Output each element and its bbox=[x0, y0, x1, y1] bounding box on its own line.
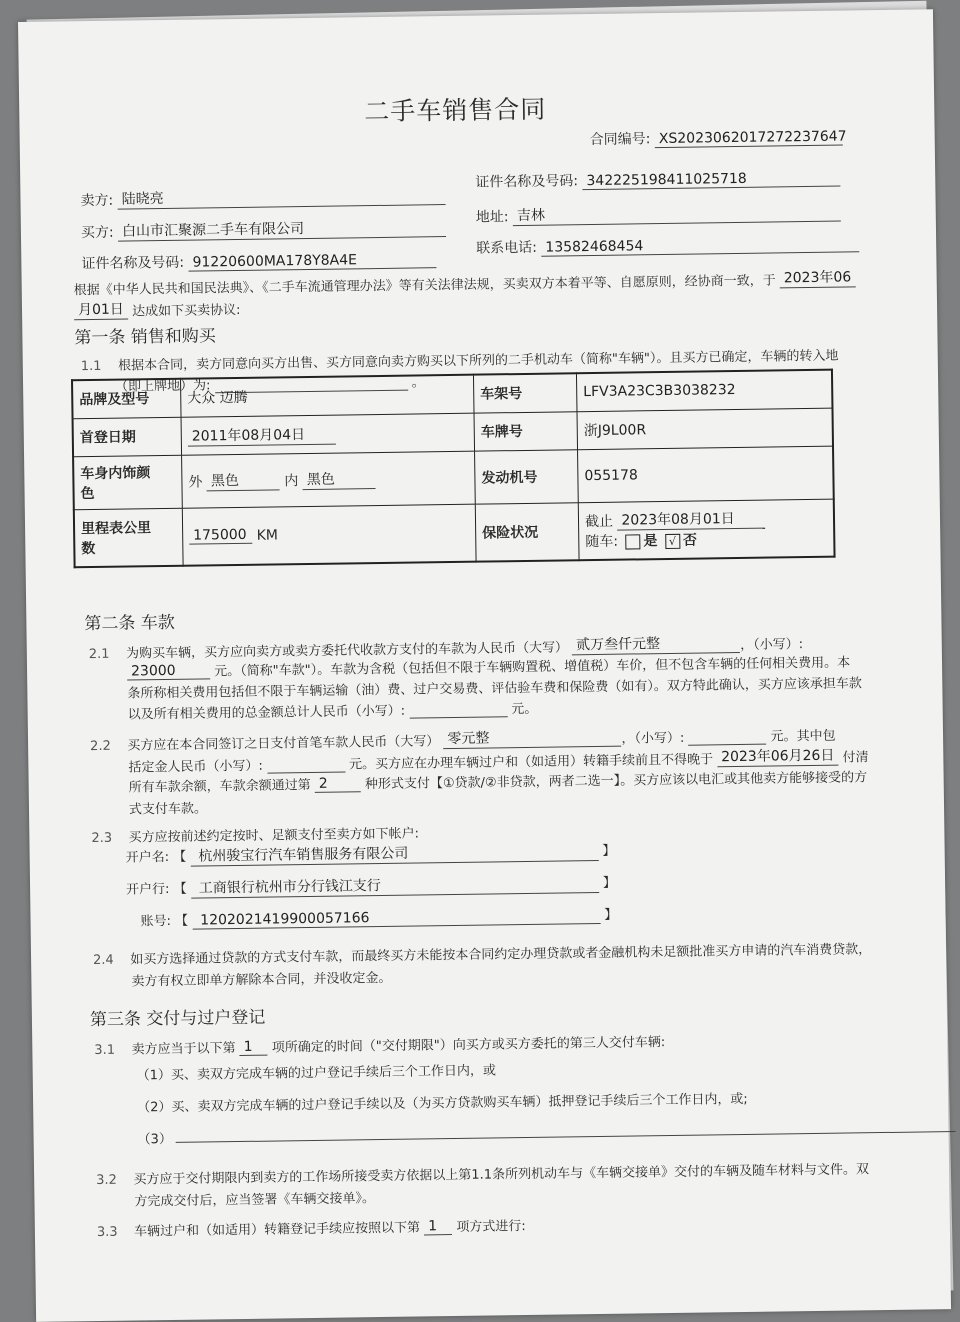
registration-value: 2011年08月04日 bbox=[188, 423, 336, 446]
seller-id-row: 证件名称及号码: 342225198411025718 bbox=[475, 167, 840, 192]
account-name: 杭州骏宝行汽车销售服务有限公司 bbox=[190, 840, 598, 867]
clause-2-1: 2.1 为购买车辆，买方应向卖方或卖方委托代收款方支付的车款为人民币（大写） 贰万叁仟元整 ，（小写）: bbox=[89, 631, 803, 662]
mileage-value: 175000 KM bbox=[182, 504, 476, 566]
brand-label: 品牌及型号 bbox=[72, 379, 181, 419]
clause-2-2-line-4: 式支付车款。 bbox=[128, 801, 208, 818]
seller-row: 卖方: 陆晓亮 bbox=[80, 184, 445, 210]
price-amount: 23000 bbox=[127, 662, 210, 680]
bank-name: 工商银行杭州市分行钱江支行 bbox=[191, 872, 599, 899]
plate-value: 浙J9L00R bbox=[577, 408, 833, 450]
vin-value: LFV3A23C3B3038232 bbox=[576, 370, 832, 412]
buyer-phone: 13582468454 bbox=[541, 235, 859, 256]
insurance-value: 截止 2023年08月01日 随车: 是 √ 否 bbox=[578, 499, 834, 561]
buyer-address: 吉林 bbox=[513, 201, 841, 227]
contract-page bbox=[18, 9, 951, 1322]
first-payment-field bbox=[688, 728, 766, 746]
clause-2-1-line-4: 以及所有相关费用的总金额总计人民币（小写）: 元。 bbox=[127, 701, 538, 723]
insurance-label: 保险状况 bbox=[475, 502, 579, 561]
price-uppercase: 贰万叁仟元整 bbox=[572, 632, 740, 655]
delivery-item: 1 bbox=[240, 1039, 268, 1056]
account-number-row: 账号: 【 1202021419900057166 】 bbox=[140, 907, 618, 930]
delivery-option-3: （3） bbox=[137, 1117, 956, 1147]
final-payment-date: 2023年06月26日 bbox=[717, 745, 839, 768]
engine-label: 发动机号 bbox=[475, 449, 579, 503]
account-number: 1202021419900057166 bbox=[192, 907, 600, 930]
payment-way: 2 bbox=[315, 775, 361, 793]
buyer-name: 白山市汇聚源二手车有限公司 bbox=[118, 216, 446, 242]
delivery-option-3-field bbox=[176, 1131, 956, 1143]
clause-2-2-line-3: 所有车款余额，车款余额通过第 2 种形式支付【①贷款/②非贷款，两者二选一】。买方应该以电汇或其他卖方能够接受的方 bbox=[128, 770, 868, 796]
seller-name: 陆晓亮 bbox=[118, 184, 446, 210]
clause-3-1: 3.1 卖方应当于以下第 1 项所确定的时间（"交付期限"）向买方或买方委托的第三人交付车辆: bbox=[94, 1035, 666, 1059]
intro-line-1: 根据《中华人民共和国民法典》、《二手车流通管理办法》等有关法律法规，买卖双方本着平等、自愿原则，经协商一致，于 2023年06 bbox=[74, 266, 856, 298]
clause-2-2: 2.2 买方应在本合同签订之日支付首笔车款人民币（大写） 零元整 ，（小写）: 元。其中包 bbox=[90, 723, 836, 754]
exterior-color: 黑色 bbox=[207, 469, 280, 491]
vehicle-info-table bbox=[71, 369, 836, 569]
insurance-yes-checkbox[interactable] bbox=[625, 534, 640, 549]
clause-1-1: 1.1 根据本合同，卖方同意向买方出售、买方同意向卖方购买以下所列的二手机动车（简称"车辆"）。且买方已确定，车辆的转入地 bbox=[80, 348, 839, 375]
registration-label: 首登日期 bbox=[73, 417, 182, 457]
intro-line-2: 月01日 达成如下买卖协议: bbox=[74, 297, 241, 320]
table-row bbox=[74, 499, 835, 568]
agreement-date-2: 月01日 bbox=[74, 298, 128, 320]
plate-label: 车牌号 bbox=[474, 411, 578, 450]
delivery-option-1: （1）买、卖双方完成车辆的过户登记手续后三个工作日内，或 bbox=[136, 1063, 497, 1084]
account-name-row: 开户名: 【 杭州骏宝行汽车销售服务有限公司 】 bbox=[126, 840, 616, 868]
insurance-no-checkbox[interactable]: √ bbox=[665, 534, 680, 549]
buyer-row: 买方: 白山市汇聚源二手车有限公司 bbox=[81, 216, 446, 242]
clause-3-2-line-2: 方完成交付后，应当签署《车辆交接单》。 bbox=[134, 1191, 376, 1210]
buyer-address-row: 地址: 吉林 bbox=[476, 201, 841, 227]
page-title: 二手车销售合同 bbox=[364, 94, 547, 127]
total-amount-field bbox=[409, 700, 507, 718]
article-1-heading: 第一条 销售和购买 bbox=[74, 326, 216, 349]
engine-value: 055178 bbox=[578, 446, 834, 503]
deposit-field bbox=[267, 756, 345, 774]
interior-color: 黑色 bbox=[303, 468, 376, 490]
vin-label: 车架号 bbox=[473, 373, 577, 412]
first-payment-uppercase: 零元整 bbox=[443, 726, 621, 749]
clause-2-3: 2.3 买方应按前述约定按时、足额支付至卖方如下帐户: bbox=[91, 826, 420, 847]
contract-number-value: XS2023062017272237647 bbox=[655, 128, 843, 148]
bank-row: 开户行: 【 工商银行杭州市分行钱江支行 】 bbox=[126, 872, 616, 900]
color-value: 外 黑色 内 黑色 bbox=[182, 451, 476, 508]
buyer-phone-row: 联系电话: 13582468454 bbox=[476, 232, 859, 257]
buyer-id-row: 证件名称及号码: 91220600MA178Y8A4E bbox=[81, 248, 436, 273]
clause-2-4-line-2: 卖方有权立即单方解除本合同，并没收定金。 bbox=[131, 970, 392, 990]
clause-1-1-destination: （即上牌地）为: 。 bbox=[115, 375, 425, 395]
delivery-option-2: （2）买、卖双方完成车辆的过户登记手续以及（为买方贷款购买车辆）抵押登记手续后三个工作日内，或; bbox=[137, 1091, 748, 1116]
article-3-heading: 第三条 交付与过户登记 bbox=[89, 1007, 266, 1031]
clause-3-3: 3.3 车辆过户和（如适用）转籍登记手续应按照以下第 1 项方式进行: bbox=[96, 1218, 526, 1241]
contract-number: 合同编号: XS2023062017272237647 bbox=[589, 128, 847, 149]
article-2-heading: 第二条 车款 bbox=[84, 612, 175, 635]
transfer-way: 1 bbox=[424, 1218, 452, 1235]
clause-2-1-line-3: 条所称相关费用包括但不限于车辆运输（油）费、过户交易费、评估验车费和保险费（如有）。双方特此确认，买方应该承担车款 bbox=[127, 676, 862, 702]
brand-value: 大众 迈腾 bbox=[180, 375, 474, 417]
mileage-label: 里程表公里 数 bbox=[74, 508, 183, 568]
insurance-until: 2023年08月01日 bbox=[617, 508, 765, 531]
agreement-date-1: 2023年06 bbox=[780, 266, 856, 288]
clause-2-1-line-2: 23000 元。（简称"车款"）。车款为含税（包括但不限于车辆购置税、增值税）车价，但不包含车辆的任何相关费用。本 bbox=[127, 651, 850, 680]
seller-id: 342225198411025718 bbox=[582, 170, 840, 191]
clause-2-2-line-2: 括定金人民币（小写）: 元。买方应在办理车辆过户和（如适用）转籍手续前且不得晚于 2023年06月26日 付清 bbox=[128, 744, 868, 775]
clause-2-4: 2.4 如买方选择通过贷款的方式支付车款，而最终买方未能按本合同约定办理贷款或者金融机构未足额批准买方申请的汽车消费贷款， bbox=[93, 942, 872, 969]
clause-3-2: 3.2 买方应于交付期限内到卖方的工作场所接受卖方依据以上第1.1条所列机动车与《车辆交接单》交付的车辆及随车材料与文件。双 bbox=[96, 1162, 870, 1189]
color-label: 车身内饰颜 色 bbox=[73, 455, 182, 510]
buyer-id: 91220600MA178Y8A4E bbox=[188, 251, 436, 271]
